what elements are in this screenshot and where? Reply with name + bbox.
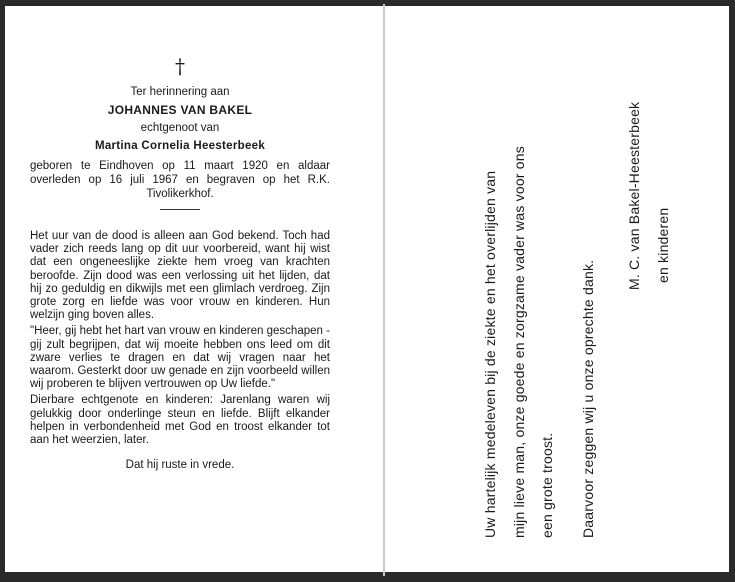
paragraph-2: "Heer, gij hebt het hart van vrouw en kinderen geschapen - gij zult begrijpen, dat wij moeite hebben ons leed om dit zware verlies te dragen en dat wij vragen naar het waarom. Gesterkt door uw genade en zijn voorbeeld willen wij proberen te blijven vertrouwen op Uw liefde." <box>30 325 330 391</box>
deceased-name: JOHANNES VAN BAKEL <box>107 103 253 117</box>
closing-line: Dat hij ruste in vrede. <box>125 459 235 472</box>
thanks-line-2: mijn lieve man, onze goede en zorgzame vader was voor ons <box>511 146 527 538</box>
thanks-line-4: Daarvoor zeggen wij u onze oprechte dank. <box>580 259 596 538</box>
signature-name: M. C. van Bakel-Heesterbeek <box>626 101 642 290</box>
fold-line <box>383 4 385 576</box>
memorial-text-panel <box>30 55 330 483</box>
thanks-line-3: een grote troost. <box>539 432 555 538</box>
paragraph-1: Het uur van de dood is alleen aan God bekend. Toch had vader zich reeds lang op dit uur voorbereid, want hij wist dat een ongeneeslijke ziekte hem vroeg van krachten beroofde. Zijn dood was een verlossing uit het lijden, dat hij zo geduldig en dikwijls met een glimlach verdroeg. Zijn grote zorg en liefde was voor vrouw en kinderen. Hun welzijn ging boven alles. <box>30 230 330 322</box>
spouse-name: Martina Cornelia Heesterbeek <box>94 140 266 152</box>
cross-icon: † <box>175 54 185 78</box>
scan-border-bottom <box>0 572 735 582</box>
in-memory-line: Ter herinnering aan <box>130 86 230 98</box>
birth-death-text: geboren te Eindhoven op 11 maart 1920 en aldaar overleden op 16 juli 1967 en begraven op het R.K. Tivolikerkhof. <box>30 160 330 200</box>
signature-children: en kinderen <box>655 207 671 283</box>
scan-border-left <box>0 0 5 582</box>
thanks-line-1: Uw hartelijk medeleven bij de ziekte en het overlijden van <box>482 170 498 538</box>
divider <box>160 209 200 210</box>
scan-border-top <box>0 0 735 6</box>
spouse-of-line: echtgenoot van <box>140 122 220 134</box>
paragraph-3: Dierbare echtgenote en kinderen: Jarenlang waren wij gelukkig door onderlinge steun en liefde. Blijft elkander helpen in verbondenheid met God en troost elkander tot aan het weerzien, later. <box>30 394 330 447</box>
scan-border-right <box>729 0 735 582</box>
